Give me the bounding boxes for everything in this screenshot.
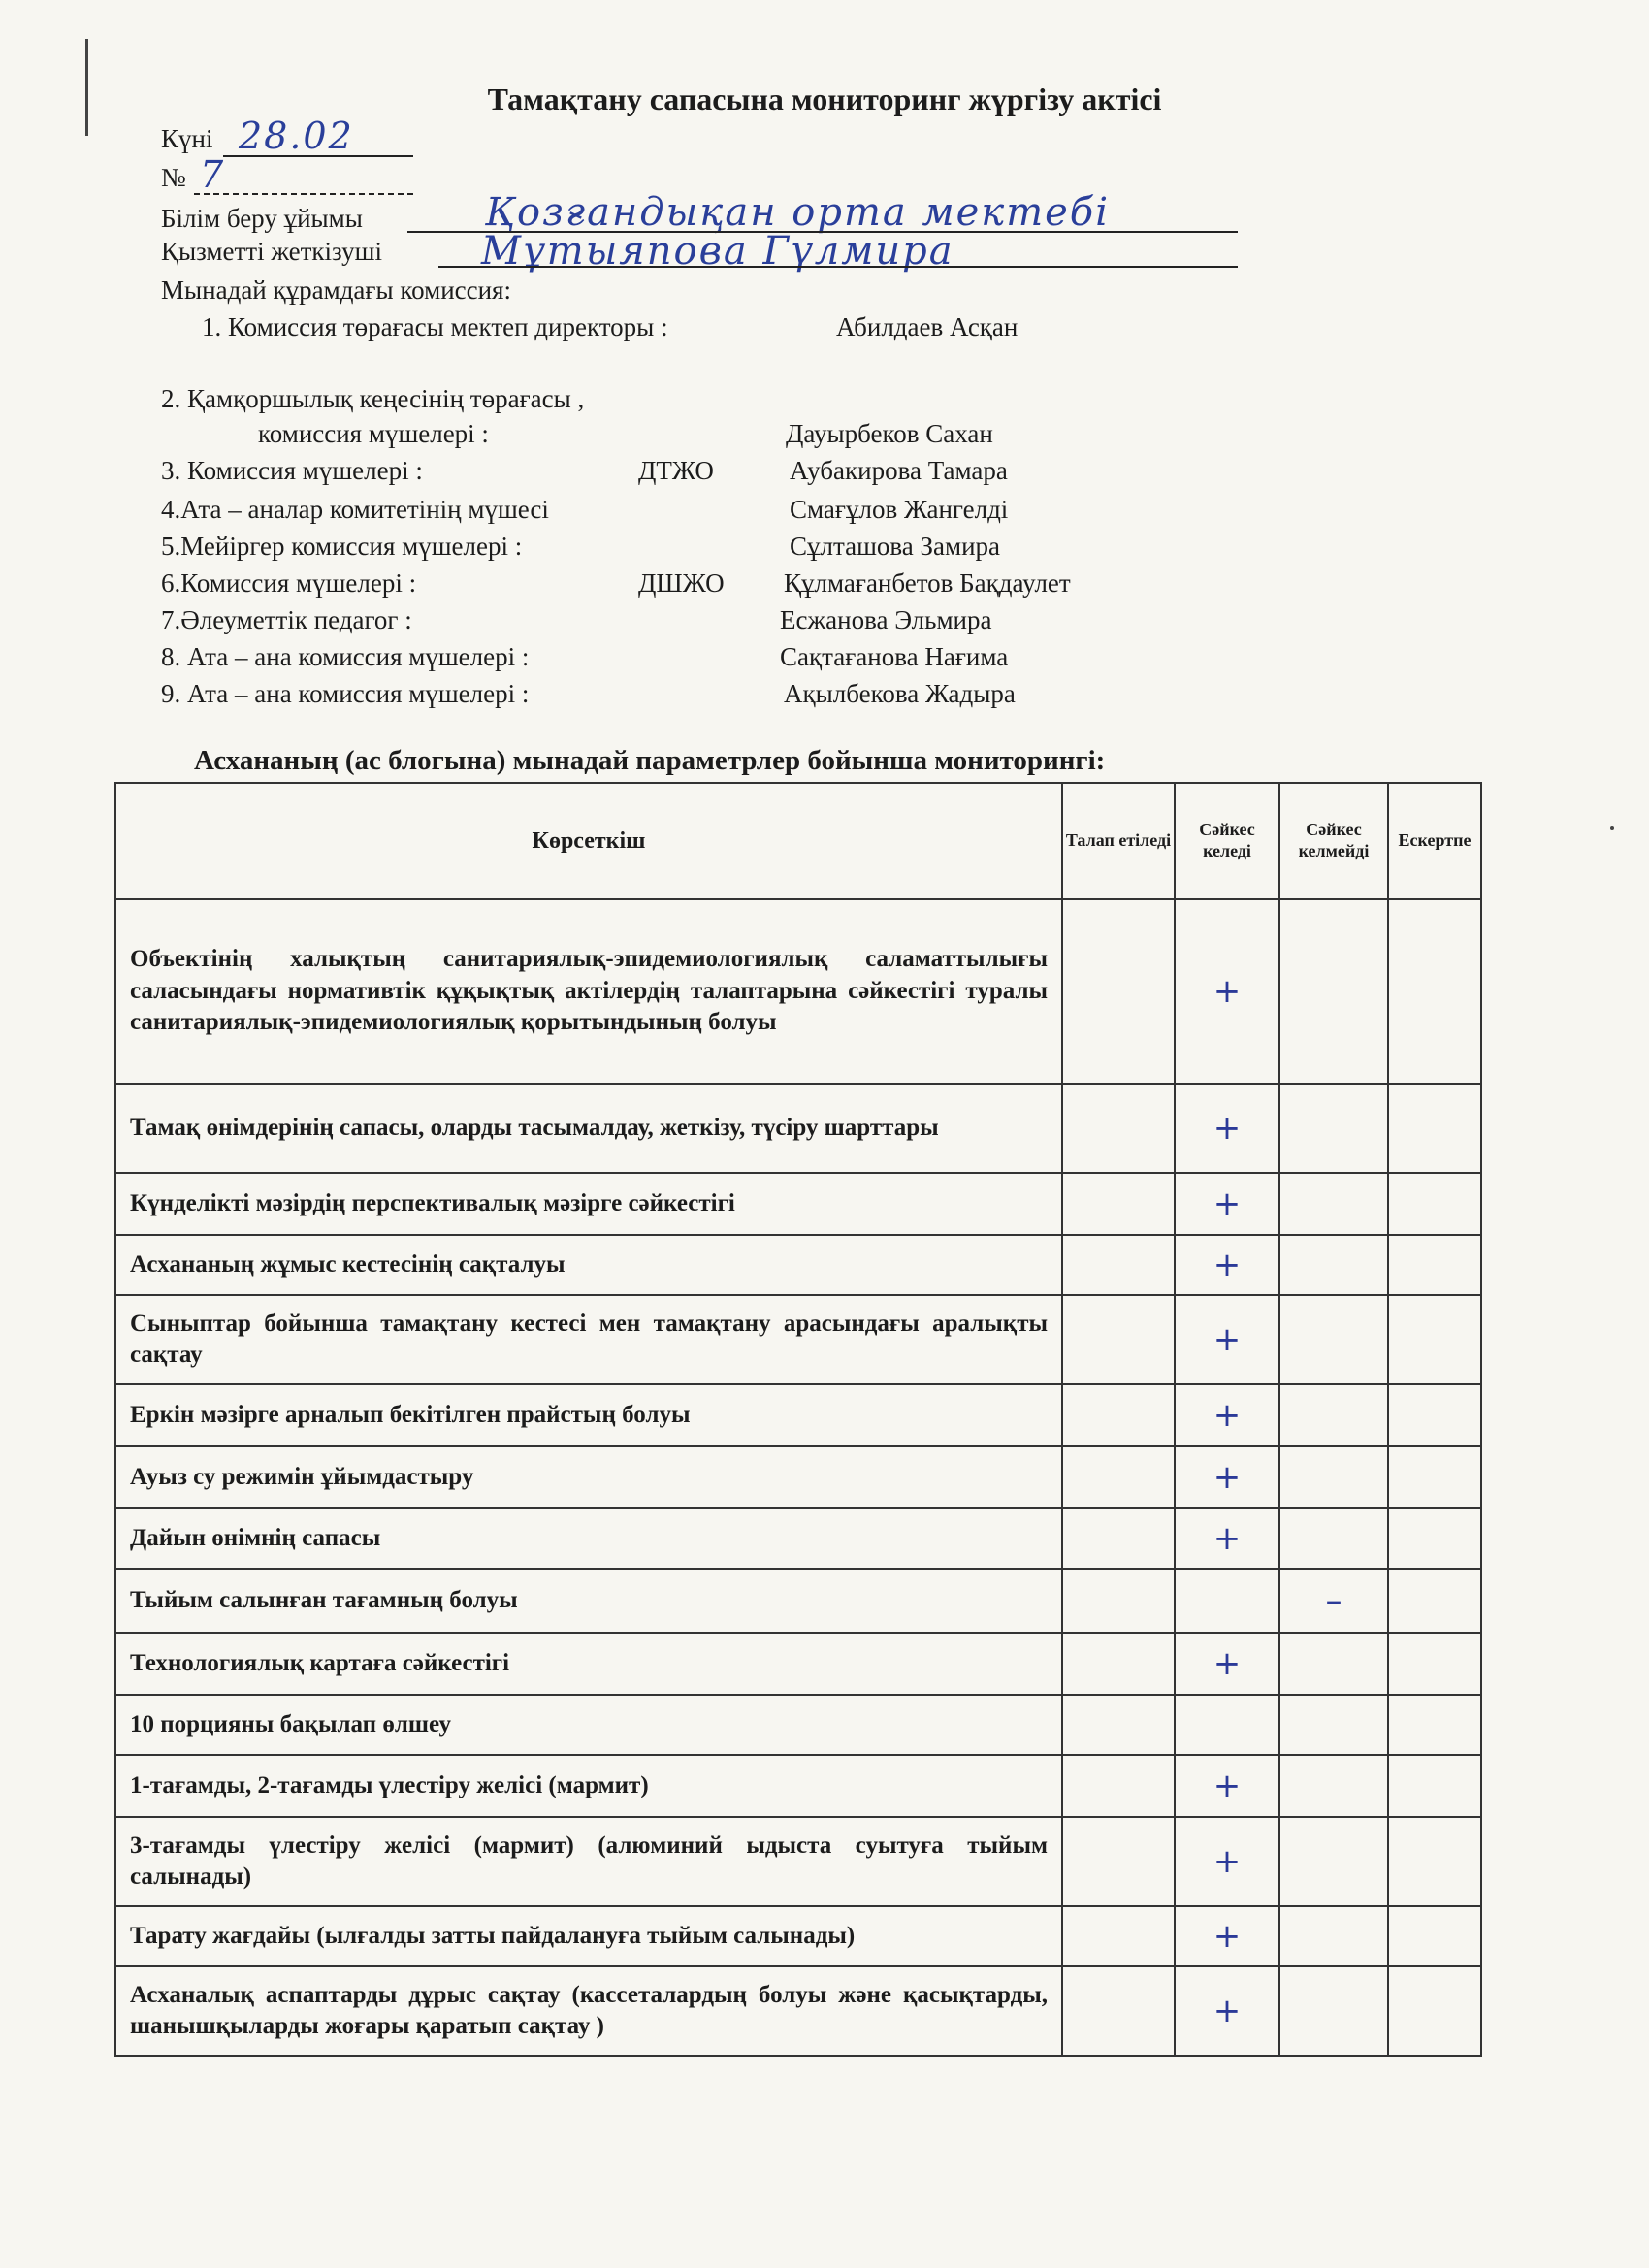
table-row (115, 1906, 1481, 1966)
conforms-cell: + (1175, 1084, 1279, 1173)
required-cell (1062, 1384, 1175, 1446)
member-3-text: 3. Комиссия мүшелері : (161, 456, 423, 485)
note-cell (1388, 1817, 1481, 1906)
not-conforms-cell (1279, 1695, 1388, 1755)
not-conforms-cell (1279, 1235, 1388, 1295)
member-1-name: Абилдаев Асқан (836, 312, 1018, 341)
indicator-cell: Тарату жағдайы (ылғалды затты пайдалануға тыйым салынады) (115, 1906, 1062, 1966)
note-cell (1388, 1966, 1481, 2056)
not-conforms-cell (1279, 1755, 1388, 1817)
note-cell (1388, 1173, 1481, 1235)
table-header-row (115, 783, 1481, 899)
table-row (115, 1384, 1481, 1446)
note-cell (1388, 1755, 1481, 1817)
required-cell (1062, 1084, 1175, 1173)
not-conforms-cell: – (1279, 1569, 1388, 1633)
not-conforms-cell (1279, 1633, 1388, 1695)
school-label: Білім беру ұйымы (161, 204, 363, 233)
member-1-text: 1. Комиссия төрағасы мектеп директоры : (202, 312, 668, 341)
conforms-cell: + (1175, 1906, 1279, 1966)
member-4-name: Смағұлов Жангелді (790, 495, 1009, 524)
member-7-text: 7.Әлеуметтік педагог : (161, 605, 412, 634)
note-cell (1388, 1906, 1481, 1966)
conforms-cell: + (1175, 1633, 1279, 1695)
conforms-cell: + (1175, 1295, 1279, 1384)
not-conforms-cell (1279, 1173, 1388, 1235)
not-conforms-cell (1279, 1446, 1388, 1508)
note-cell (1388, 1695, 1481, 1755)
required-cell (1062, 1295, 1175, 1384)
member-5-name: Сұлташова Замира (790, 532, 1001, 561)
required-cell (1062, 1173, 1175, 1235)
number-value: 7 (200, 153, 226, 196)
conforms-cell: + (1175, 1508, 1279, 1569)
school-value: Қозғандықан орта мектебі (485, 190, 1110, 235)
date-label: Күні (161, 124, 213, 153)
not-conforms-cell (1279, 1084, 1388, 1173)
member-9-text: 9. Ата – ана комиссия мүшелері : (161, 679, 530, 708)
indicator-cell: 10 порцияны бақылап өлшеу (115, 1695, 1062, 1755)
indicator-cell: Объектінің халықтың санитариялық-эпидемиологиялық саламаттылығы саласындағы нормативтік құқықтық актілердің талаптарына сәйкестігі туралы санитариялық-эпидемиологиялық қорытындының болуы (115, 899, 1062, 1084)
note-cell (1388, 1446, 1481, 1508)
indicator-cell: Еркін мәзірге арналып бекітілген прайстың болуы (115, 1384, 1062, 1446)
note-cell (1388, 1084, 1481, 1173)
supplier-value: Мұтыяпова Гүлмира (481, 229, 954, 274)
header-required: Талап етіледі (1062, 783, 1175, 899)
conforms-cell: + (1175, 1235, 1279, 1295)
required-cell (1062, 1235, 1175, 1295)
indicator-cell: Тыйым салынған тағамның болуы (115, 1569, 1062, 1633)
member-4-text: 4.Ата – аналар комитетінің мүшесі (161, 495, 549, 524)
table-row (115, 1084, 1481, 1173)
member-7-name: Есжанова Эльмира (780, 605, 992, 634)
member-9-name: Ақылбекова Жадыра (784, 679, 1016, 708)
required-cell (1062, 1817, 1175, 1906)
member-6-text: 6.Комиссия мүшелері : (161, 568, 417, 598)
table-row (115, 1633, 1481, 1695)
table-row (115, 1695, 1481, 1755)
conforms-cell: + (1175, 1384, 1279, 1446)
scan-artifact-dot (1610, 826, 1614, 830)
section-title: Асхананың (ас блогына) мынадай параметрлер бойынша мониторингі: (194, 745, 1106, 776)
note-cell (1388, 1235, 1481, 1295)
note-cell (1388, 1569, 1481, 1633)
table-row (115, 1446, 1481, 1508)
required-cell (1062, 1446, 1175, 1508)
conforms-cell: + (1175, 1817, 1279, 1906)
member-8-text: 8. Ата – ана комиссия мүшелері : (161, 642, 530, 671)
conforms-cell (1175, 1695, 1279, 1755)
conforms-cell: + (1175, 1446, 1279, 1508)
note-cell (1388, 1508, 1481, 1569)
indicator-cell: 3-тағамды үлестіру желісі (мармит) (алюминий ыдыста суытуға тыйым салынады) (115, 1817, 1062, 1906)
member-2-text: 2. Қамқоршылық кеңесінің төрағасы , (161, 384, 585, 413)
required-cell (1062, 1633, 1175, 1695)
header-note: Ескертпе (1388, 783, 1481, 899)
not-conforms-cell (1279, 1384, 1388, 1446)
not-conforms-cell (1279, 1508, 1388, 1569)
indicator-cell: Дайын өнімнің сапасы (115, 1508, 1062, 1569)
indicator-cell: 1-тағамды, 2-тағамды үлестіру желісі (мармит) (115, 1755, 1062, 1817)
not-conforms-cell (1279, 1906, 1388, 1966)
conforms-cell (1175, 1569, 1279, 1633)
table-row (115, 1173, 1481, 1235)
table-row (115, 899, 1481, 1084)
commission-intro: Мынадай құрамдағы комиссия: (161, 275, 511, 305)
indicator-cell: Асхананың жұмыс кестесінің сақталуы (115, 1235, 1062, 1295)
indicator-cell: Тамақ өнімдерінің сапасы, оларды тасымалдау, жеткізу, түсіру шарттары (115, 1084, 1062, 1173)
conforms-cell: + (1175, 1966, 1279, 2056)
header-not-conforms: Сәйкес келмейді (1279, 783, 1388, 899)
required-cell (1062, 1755, 1175, 1817)
table-row (115, 1295, 1481, 1384)
note-cell (1388, 1384, 1481, 1446)
member-3-name: Аубакирова Тамара (790, 456, 1008, 485)
member-6-org: ДШЖО (638, 568, 725, 598)
required-cell (1062, 1906, 1175, 1966)
table-row (115, 1755, 1481, 1817)
monitoring-table (114, 782, 1482, 2057)
required-cell (1062, 1569, 1175, 1633)
note-cell (1388, 1633, 1481, 1695)
member-8-name: Сақтағанова Нағима (780, 642, 1009, 671)
number-label: № (161, 163, 186, 192)
table-row (115, 1817, 1481, 1906)
indicator-cell: Сыныптар бойынша тамақтану кестесі мен тамақтану арасындағы аралықты сақтау (115, 1295, 1062, 1384)
note-cell (1388, 1295, 1481, 1384)
indicator-cell: Күнделікті мәзірдің перспективалық мәзірге сәйкестігі (115, 1173, 1062, 1235)
conforms-cell: + (1175, 899, 1279, 1084)
member-5-text: 5.Мейіргер комиссия мүшелері : (161, 532, 523, 561)
header-indicator: Көрсеткіш (115, 783, 1062, 899)
indicator-cell: Ауыз су режимін ұйымдастыру (115, 1446, 1062, 1508)
not-conforms-cell (1279, 899, 1388, 1084)
indicator-cell: Технологиялық картаға сәйкестігі (115, 1633, 1062, 1695)
number-underline (194, 193, 413, 195)
not-conforms-cell (1279, 1295, 1388, 1384)
member-6-name: Құлмағанбетов Бақдаулет (784, 568, 1071, 598)
table-row (115, 1966, 1481, 2056)
note-cell (1388, 899, 1481, 1084)
table-row (115, 1508, 1481, 1569)
required-cell (1062, 1508, 1175, 1569)
conforms-cell: + (1175, 1755, 1279, 1817)
date-underline (223, 155, 413, 157)
required-cell (1062, 1966, 1175, 2056)
conforms-cell: + (1175, 1173, 1279, 1235)
supplier-underline (438, 266, 1238, 268)
indicator-cell: Асханалық аспаптарды дұрыс сақтау (кассеталардың болуы және қасықтарды, шанышқыларды жоғары қаратып сақтау ) (115, 1966, 1062, 2056)
member-2b-name: Дауырбеков Сахан (786, 419, 993, 448)
required-cell (1062, 1695, 1175, 1755)
document-title: Тамақтану сапасына мониторинг жүргізу актісі (487, 81, 1162, 116)
member-2b-text: комиссия мүшелері : (258, 419, 489, 448)
header-conforms: Сәйкес келеді (1175, 783, 1279, 899)
date-value: 28.02 (239, 114, 354, 157)
required-cell (1062, 899, 1175, 1084)
supplier-label: Қызметті жеткізуші (161, 237, 382, 266)
not-conforms-cell (1279, 1817, 1388, 1906)
member-3-org: ДТЖО (638, 456, 714, 485)
table-row (115, 1235, 1481, 1295)
table-row (115, 1569, 1481, 1633)
not-conforms-cell (1279, 1966, 1388, 2056)
